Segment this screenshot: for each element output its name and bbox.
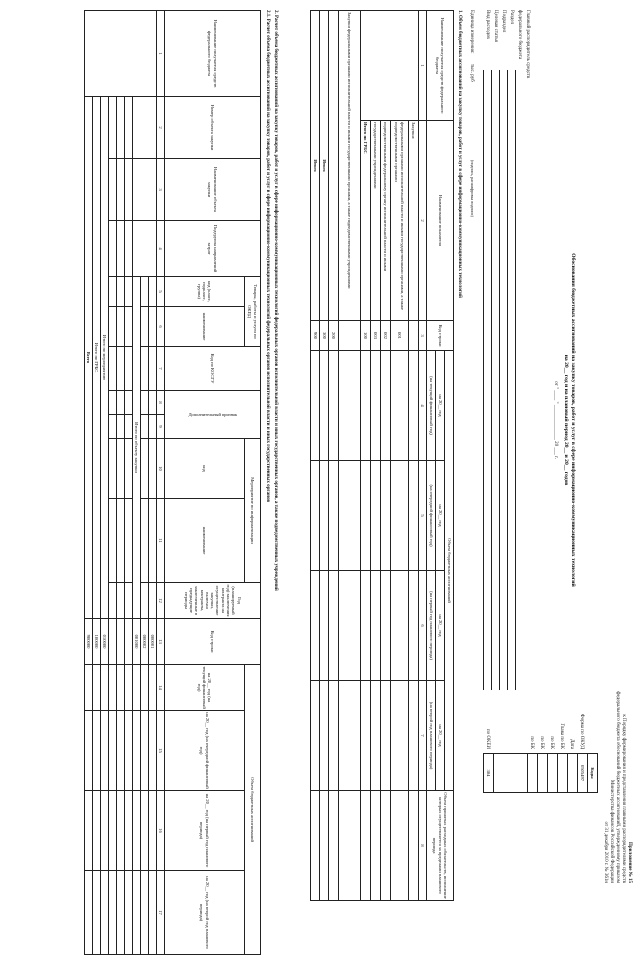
label-csr: Целевая статья [493,10,498,42]
s1-head-y2-sub: (на очередной финансовый год) [427,461,436,571]
unit-value: тыс. руб [469,64,474,82]
s2-head-goods-code: код (класс, подкласс, группа) [165,277,245,307]
s1-colnum: 1 [419,11,427,121]
s2-colnum: 8 [157,391,165,415]
csr-code-label: по БК [529,736,534,749]
s1-colnum: 8 [419,791,427,901]
s2-colnum: 10 [157,439,165,499]
okei-value: 384 [484,754,494,793]
date-label: Дата [569,739,574,749]
s1-head-indicator: Наименование показателя [427,121,454,321]
s2-row-code: 000002 [141,619,149,665]
s2-head-code: Код строки [165,619,261,665]
s1-head-y1-sub: (на текущий финансовый год) [427,351,436,461]
s1-colnum: 4 [419,351,427,461]
vr-value [494,754,528,793]
appendix-line-4: от 31 декабря 2010 г. № 361н [603,821,608,883]
s1-colnum: 3 [419,321,427,351]
s2-head-measures-code: код [165,439,245,499]
left-labels [482,10,530,160]
s1-head-y3: на 20__ год [436,571,445,681]
s2-head-goods-name: наименование [165,307,245,347]
s2-head-subgroup: Подгруппа направлений затрат [165,221,261,277]
s1-head-y4: на 20__ год [436,681,445,791]
section-2-subtitle: 2.1. Расчет объема бюджетных ассигнований на закупку товаров, работ и услуг в сфере информационно-коммуникационных технологий федеральных органов исполнительной власти и иных государственных органов [265,10,270,503]
glava-label: Глава по БК [559,723,564,749]
s2-head-y1: на 20__ год (на текущий финансовый год) [165,665,245,711]
s1-total-code-2: 900 [311,321,320,351]
s2-total-grbs-code: 100000 [93,619,101,665]
codes-box [483,753,598,793]
s2-head-kosgu: Код по КОСГУ [165,347,261,391]
s2-head-extra-text: Дополнительный признак [188,411,237,417]
s2-total-label: Всего [85,97,93,619]
s1-head-name: Наименование получателя средств федерального бюджета [427,11,454,121]
label-grbs: Главный распорядитель средств [525,10,530,79]
s1-row-text: подведомственными федеральному органу исполнительной власти и иными [381,121,391,321]
s1-row-code: 001 [391,321,409,351]
s1-head-y4-sub: (на второй год планового периода) [427,681,436,791]
s1-head-y1: на 20__ год [436,351,445,461]
document-title-line-1: Обоснования бюджетных ассигнований на закупку товаров, работ и услуг в сфере информационно-коммуникационных технологий [570,253,576,587]
s2-head-measures: Мероприятие по информатизации [245,439,261,583]
s2-colnum: 9 [157,415,165,439]
podrazdel-value [538,754,548,793]
razdel-value [548,754,558,793]
s2-subtotal-code: 001000 [133,619,141,665]
appendix-block [602,553,632,883]
date-value [568,754,578,793]
s2-head-objname: Наименование объекта закупки [165,159,261,221]
sign-note: (подпись, расшифровка подписи) [470,160,475,217]
s1-head-y2: на 20__ год [436,461,445,571]
s2-colnum: 5 [157,277,165,307]
s2-head-y4: на 20__ год (на второй год планового периода) [165,871,245,955]
fill-line-3 [499,70,500,690]
s1-row-text [329,11,339,321]
label-razdel: Раздел [509,10,514,25]
appendix-line-1: к Порядку формирования и представления главными распорядителями средств [621,714,626,883]
s2-colnum: 7 [157,347,165,391]
s2-colnum: 13 [157,619,165,665]
okei-label: по ОКЕИ [485,728,490,749]
s2-colnum: 17 [157,871,165,955]
fill-line-2 [507,70,508,690]
okud-value: 0505497 [578,754,588,793]
s2-total-measures-label: Итого по мероприятию [101,97,109,619]
appendix-line-3: Министерства финансов Российской Федерации [609,779,614,883]
label-vr: Вид расходов [485,10,490,39]
s2-total-measures-code: 010000 [101,619,109,665]
s1-head-code: Код строки [427,321,454,351]
s2-colnum: 12 [157,583,165,619]
document-date: от " ____ " ______________ 20 ___ г. [553,381,558,459]
s2-colnum: 11 [157,499,165,583]
appendix-line-2: федерального бюджета обоснований бюджетных ассигнований, утвержденному приказом [615,691,620,883]
s1-row-code [339,321,361,351]
s2-total-code: 900000 [85,619,93,665]
document-title-line-2: на 20__ год и на плановый период 20__ и 20__ годов [563,354,570,486]
s1-row-text: государственными учреждениями [371,121,381,321]
s1-row-code [409,321,419,351]
label-grbs-2: федерального бюджета [517,10,522,60]
s1-row-code: 003 [371,321,381,351]
section-2-title: 2. Расчет объема бюджетных ассигнований на закупку товаров, работ и услуг в сфере информационно-коммуникационных технологий федеральных органов исполнительной власти и иных государственных органов, а также подведомственных учреждений [273,10,278,591]
csr-value [528,754,538,793]
s1-head-last: Объем принятых расходных обязательств, исполнение которых осуществляется за пределами планового периода [427,791,454,901]
s1-colnum: 5 [419,461,427,571]
section-2-table [84,10,261,955]
s1-colnum: 2 [419,121,427,321]
label-podrazdel: Подраздел [501,10,506,33]
codes-header: Коды [588,754,598,793]
s1-row-code: 100 [361,321,371,351]
s1-colnum: 7 [419,681,427,791]
fill-line-4 [491,70,492,690]
s1-head-volume: Объем бюджетных ассигнований [445,351,454,791]
s2-head-objnum: Номер объекта закупки [165,97,261,159]
s1-row-text: Закупки: [409,121,419,321]
s2-head-extra [165,391,261,439]
glava-value [558,754,568,793]
okud-label: Форма по ОКУД [579,713,584,749]
s2-colnum: 2 [157,97,165,159]
s1-total-code-1: 300 [320,321,329,351]
section-1-title: 1. Объем бюджетных ассигнований на закупку товаров, работ и услуг в сфере информационно-коммуникационных технологий [457,10,462,298]
s1-grand-total-label: Итого [311,11,320,321]
s1-row-text: Итого по ГРБС [361,121,371,321]
razdel-code-label: по БК [549,736,554,749]
fill-line-1 [515,70,516,690]
s1-total-label: Итого [320,11,329,321]
s2-recipient-cell [85,11,157,97]
s2-head-y3: на 20__ год (на первый год планового периода) [165,791,245,871]
s2-colnum: 14 [157,665,165,711]
unit-label: Единица измерения: [469,10,474,54]
s2-head-goods: Товары, работы и услуги по ОКПД [245,277,261,347]
s2-colnum: 3 [157,159,165,221]
s2-head-y2: на 20__ год (на очередной финансовый год) [165,711,245,791]
s2-subtotal-label: Итого по объекту закупки [133,277,141,619]
s2-row-code: 000001 [149,619,157,665]
s1-row-text: Закупки федеральными органами исполнительной власти и иными государственными органами, а также подведомственными учреждениями [339,11,361,321]
s2-head-volume: Объем бюджетных ассигнований [245,665,261,955]
appendix-title: Приложение № 15 [627,841,632,883]
s1-recipient-cell [361,11,419,121]
podrazdel-code-label: по БК [539,736,544,749]
s1-colnum: 6 [419,571,427,681]
fill-line-5 [483,70,484,690]
s2-colnum: 15 [157,711,165,791]
s1-row-code: 002 [381,321,391,351]
s2-colnum: 4 [157,221,165,277]
s2-head-year: Год (планируемый год) заключения контракта на осуществление закупки, включая контракты, заключенные в предыдущие периоды [165,583,261,619]
s1-row-text: федеральными органами исполнительной власти и иными государственными органами, а также подведомственными органами [391,121,409,321]
s2-head-measures-name: наименование [165,499,245,583]
s2-colnum: 1 [157,11,165,97]
s2-colnum: 16 [157,791,165,871]
section-1-table [310,10,454,901]
s1-head-y3-sub: (на первый год планового периода) [427,571,436,681]
document-title [563,110,576,730]
s2-colnum: 6 [157,307,165,347]
s2-head-name: Наименование получателя средств федерального бюджета [165,11,261,97]
s2-total-grbs-label: Итого по ГРБС [93,97,101,619]
s1-row-code: 200 [329,321,339,351]
